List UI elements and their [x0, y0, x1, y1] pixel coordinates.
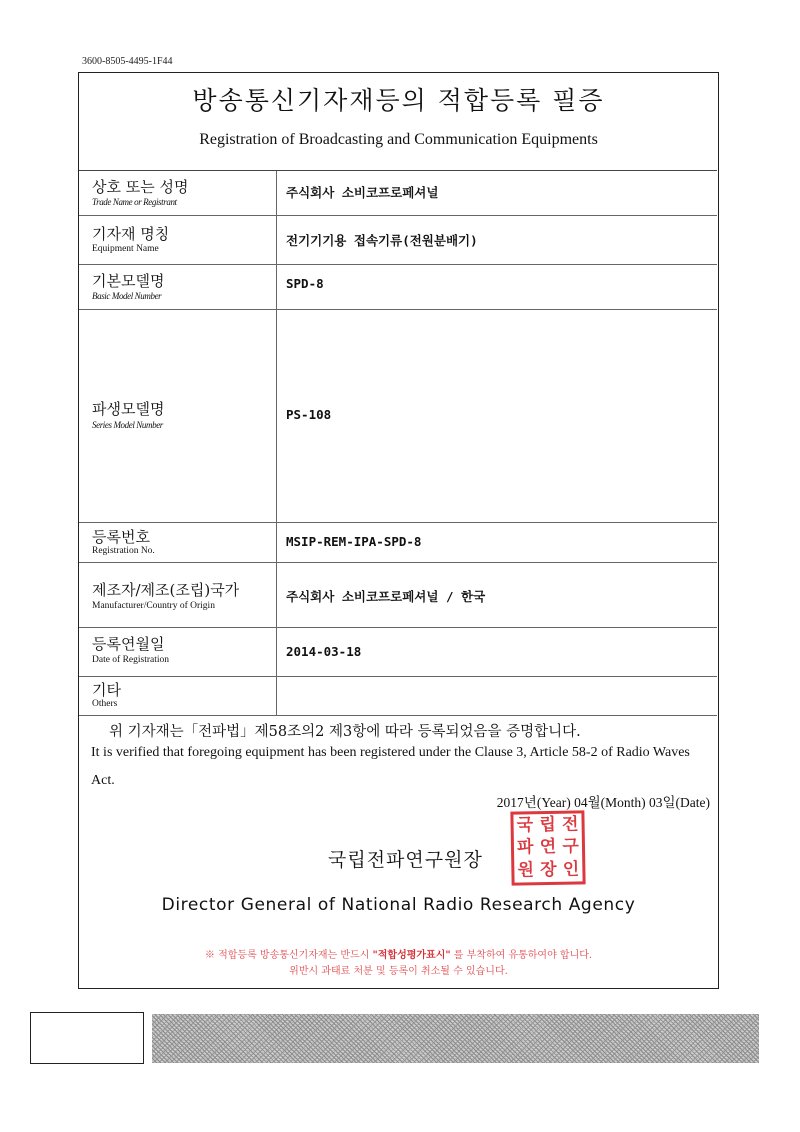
registration-no-label-en: Registration No.	[92, 546, 155, 556]
equipment-name-value: 전기기기용 접속기류(전원분배기)	[286, 233, 478, 248]
date-of-registration-label-ko: 등록연월일	[92, 635, 165, 653]
issue-date: 2017년(Year) 04월(Month) 03일(Date)	[496, 795, 710, 810]
notice-suffix: 를 부착하여 유통하여야 합니다.	[453, 950, 593, 961]
seal-character: 국	[516, 815, 534, 836]
seal-character: 파	[516, 837, 534, 859]
label-cell	[79, 216, 277, 264]
others-label-ko: 기타	[92, 681, 121, 699]
security-pattern-strip	[152, 1014, 759, 1063]
notice-prefix: ※ 적합등록 방송통신기자재는 반드시	[204, 950, 370, 961]
manufacturer-value: 주식회사 소비코프로페셔널 / 한국	[286, 589, 486, 604]
seal-character: 인	[562, 859, 580, 880]
statement-english: It is verified that foregoing equipment has been registered under the Clause 3, Article 58-2 of Radio Waves Act.	[91, 745, 690, 788]
label-cell	[79, 265, 277, 309]
document-number: 3600-8505-4495-1F44	[82, 56, 173, 67]
registration-table	[79, 170, 717, 716]
row-date-of-registration	[79, 628, 717, 677]
series-model-label-ko: 파생모델명	[92, 400, 165, 418]
row-manufacturer	[79, 563, 717, 628]
registration-no-value: MSIP-REM-IPA-SPD-8	[286, 534, 422, 549]
row-others	[79, 677, 717, 716]
trade-name-label-ko: 상호 또는 성명	[92, 178, 189, 196]
date-of-registration-label-en: Date of Registration	[92, 655, 170, 665]
notice-line-2: 위반시 과태료 처분 및 등록이 취소될 수 있습니다.	[289, 966, 508, 977]
issuer-korean: 국립전파연구원장	[328, 849, 483, 871]
row-registration-no	[79, 523, 717, 563]
official-seal	[510, 810, 585, 885]
label-cell	[79, 628, 277, 676]
label-cell	[79, 677, 277, 715]
issuer-english: Director General of National Radio Research Agency	[161, 895, 636, 915]
seal-character: 연	[539, 837, 557, 858]
seal-character: 장	[539, 860, 557, 881]
row-equipment-name	[79, 216, 717, 265]
statement-korean: 위 기자재는「전파법」제58조의2 제3항에 따라 등록되었음을 증명합니다.	[109, 724, 581, 740]
seal-character: 립	[539, 814, 556, 835]
equipment-name-label-en: Equipment Name	[92, 244, 159, 254]
row-basic-model	[79, 265, 717, 310]
row-series-model	[79, 310, 717, 523]
certificate-frame	[78, 72, 719, 989]
title-english: Registration of Broadcasting and Communication Equipments	[199, 131, 598, 148]
manufacturer-label-ko: 제조자/제조(조립)국가	[92, 581, 240, 599]
notice-emphasis: "적합성평가표시"	[372, 950, 451, 961]
seal-character: 원	[517, 860, 535, 881]
basic-model-value: SPD-8	[286, 276, 324, 291]
label-cell	[79, 171, 277, 215]
date-of-registration-value: 2014-03-18	[286, 644, 362, 659]
notice-line-1	[79, 948, 718, 964]
trade-name-label-en: Trade Name or Registrant	[92, 197, 177, 207]
seal-character: 전	[561, 814, 579, 835]
label-cell	[79, 310, 277, 522]
basic-model-label-ko: 기본모델명	[92, 272, 165, 290]
equipment-name-label-ko: 기자재 명칭	[92, 225, 170, 243]
label-cell	[79, 563, 277, 627]
row-trade-name	[79, 171, 717, 216]
series-model-label-en: Series Model Number	[92, 420, 163, 430]
title-korean: 방송통신기자재등의 적합등록 필증	[192, 86, 605, 115]
seal-character: 구	[562, 836, 580, 858]
notice	[79, 948, 718, 980]
manufacturer-label-en: Manufacturer/Country of Origin	[92, 601, 215, 611]
registration-no-label-ko: 등록번호	[92, 528, 150, 546]
series-model-value: PS-108	[286, 407, 332, 422]
others-label-en: Others	[92, 699, 118, 709]
label-cell	[79, 523, 277, 562]
trade-name-value: 주식회사 소비코프로페셔널	[286, 185, 439, 200]
footer-blank-box	[30, 1012, 144, 1064]
basic-model-label-en: Basic Model Number	[92, 291, 162, 301]
